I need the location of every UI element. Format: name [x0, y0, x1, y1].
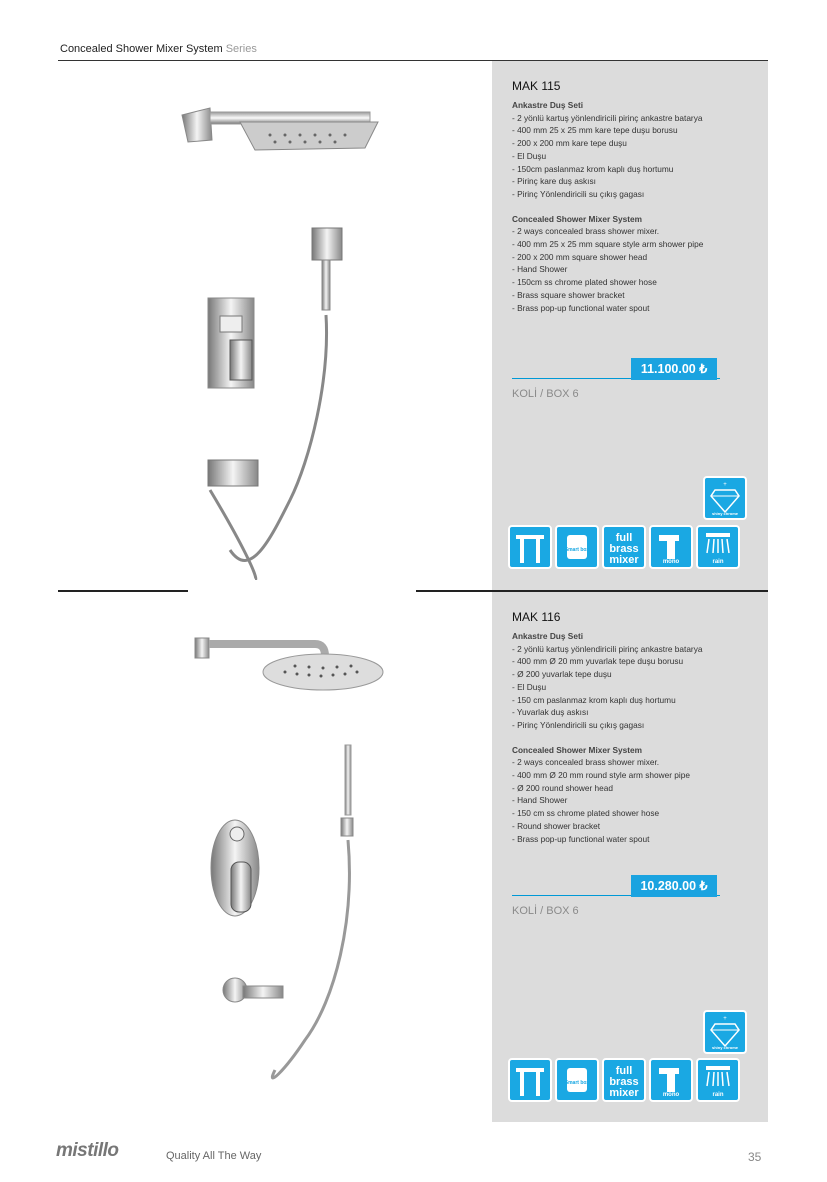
en-item: - Brass pop-up functional water spout — [512, 833, 650, 844]
tr-title: Ankastre Duş Seti — [512, 100, 584, 110]
en-item: - Ø 200 round shower head — [512, 782, 614, 793]
mono-label: mono — [662, 559, 680, 565]
page-number: 35 — [748, 1150, 762, 1164]
en-item: - Brass square shower bracket — [512, 289, 625, 300]
smart-box-icon — [555, 525, 599, 569]
header-title: Concealed Shower Mixer System — [60, 43, 223, 55]
tr-item: - 2 yönlü kartuş yönlendiricili pirinç ankastre batarya — [512, 643, 703, 654]
brand-tagline: Quality All The Way — [166, 1150, 262, 1162]
shower-set-square-illustration — [160, 80, 420, 580]
smart-label: Smart box — [564, 547, 590, 553]
tr-item: - 150cm paslanmaz krom kaplı duş hortumu — [512, 163, 674, 174]
tr-item: - Pirinç Yönlendiricili su çıkış gagası — [512, 188, 645, 199]
product-1-price: 11.100.00 ₺ — [631, 358, 717, 380]
smart-label: Smart box — [564, 1080, 590, 1086]
product-1-image — [160, 80, 420, 580]
svg-text:+: + — [723, 1016, 727, 1022]
tr-item: - Ø 200 yuvarlak tepe duşu — [512, 669, 612, 680]
product-1-code: MAK 115 — [512, 79, 561, 93]
chrome-label: shiny chrome — [711, 1045, 738, 1050]
full-brass-mixer-icon — [602, 525, 646, 569]
product-2-description — [512, 630, 762, 845]
en-item: - 200 x 200 mm square shower head — [512, 251, 648, 262]
tr-item: - 2 yönlü kartuş yönlendiricili pirinç ankastre batarya — [512, 112, 703, 123]
en-item: - Hand Shower — [512, 264, 568, 275]
chrome-label: shiny chrome — [711, 511, 738, 516]
product-1-panel — [492, 61, 768, 591]
product-2-price: 10.280.00 ₺ — [631, 875, 717, 897]
full-brass-mixer-icon — [602, 1058, 646, 1102]
en-title: Concealed Shower Mixer System — [512, 744, 643, 755]
tr-item: - 400 mm 25 x 25 mm kare tepe duşu borusu — [512, 125, 678, 136]
tr-title: Ankastre Duş Seti — [512, 631, 584, 641]
brand-logo: mistillo — [56, 1140, 119, 1161]
brass-label-1: full — [615, 532, 633, 544]
chrome-diamond-icon — [703, 1010, 747, 1054]
en-item: - Round shower bracket — [512, 820, 601, 831]
brass-label-3: mixer — [609, 554, 639, 566]
brass-label-1: full — [615, 1065, 633, 1077]
pipe-icon — [508, 1058, 552, 1102]
en-item: - 2 ways concealed brass shower mixer. — [512, 757, 660, 768]
en-item: - 150 cm ss chrome plated shower hose — [512, 808, 660, 819]
tr-item: - Yuvarlak duş askısı — [512, 707, 589, 718]
product-1-description — [512, 99, 762, 314]
rain-label: rain — [712, 1092, 724, 1098]
rain-shower-icon — [696, 1058, 740, 1102]
header-series: Series — [225, 43, 257, 55]
tr-item: - El Duşu — [512, 681, 547, 692]
en-item: - 150cm ss chrome plated shower hose — [512, 277, 657, 288]
tr-item: - Pirinç Yönlendiricili su çıkış gagası — [512, 719, 645, 730]
smart-box-icon — [555, 1058, 599, 1102]
brass-label-2: brass — [609, 543, 639, 555]
en-item: - 400 mm Ø 20 mm round style arm shower pipe — [512, 770, 690, 781]
brass-label-3: mixer — [609, 1087, 639, 1099]
chrome-diamond-icon — [703, 476, 747, 520]
tr-item: - 150 cm paslanmaz krom kaplı duş hortumu — [512, 694, 676, 705]
rain-label: rain — [712, 559, 724, 565]
svg-text:+: + — [723, 482, 727, 488]
en-item: - Brass pop-up functional water spout — [512, 302, 650, 313]
en-item: - Hand Shower — [512, 795, 568, 806]
mono-label: mono — [662, 1092, 680, 1098]
product-1-box: KOLİ / BOX 6 — [512, 388, 579, 400]
tr-item: - Pirinç kare duş askısı — [512, 176, 596, 187]
rain-shower-icon — [696, 525, 740, 569]
brass-label-2: brass — [609, 1076, 639, 1088]
tr-item: - 200 x 200 mm kare tepe duşu — [512, 138, 627, 149]
page-header — [60, 43, 257, 55]
en-item: - 2 ways concealed brass shower mixer. — [512, 226, 660, 237]
product-2-code: MAK 116 — [512, 610, 561, 624]
product-2-box: KOLİ / BOX 6 — [512, 905, 579, 917]
tr-item: - El Duşu — [512, 150, 547, 161]
shower-set-round-illustration — [185, 600, 420, 1115]
en-title: Concealed Shower Mixer System — [512, 213, 643, 224]
en-item: - 400 mm 25 x 25 mm square style arm shower pipe — [512, 239, 704, 250]
product-2-image — [185, 600, 420, 1115]
product-2-panel — [492, 592, 768, 1122]
pipe-icon — [508, 525, 552, 569]
mono-faucet-icon — [649, 525, 693, 569]
tr-item: - 400 mm Ø 20 mm yuvarlak tepe duşu borusu — [512, 656, 684, 667]
mono-faucet-icon — [649, 1058, 693, 1102]
